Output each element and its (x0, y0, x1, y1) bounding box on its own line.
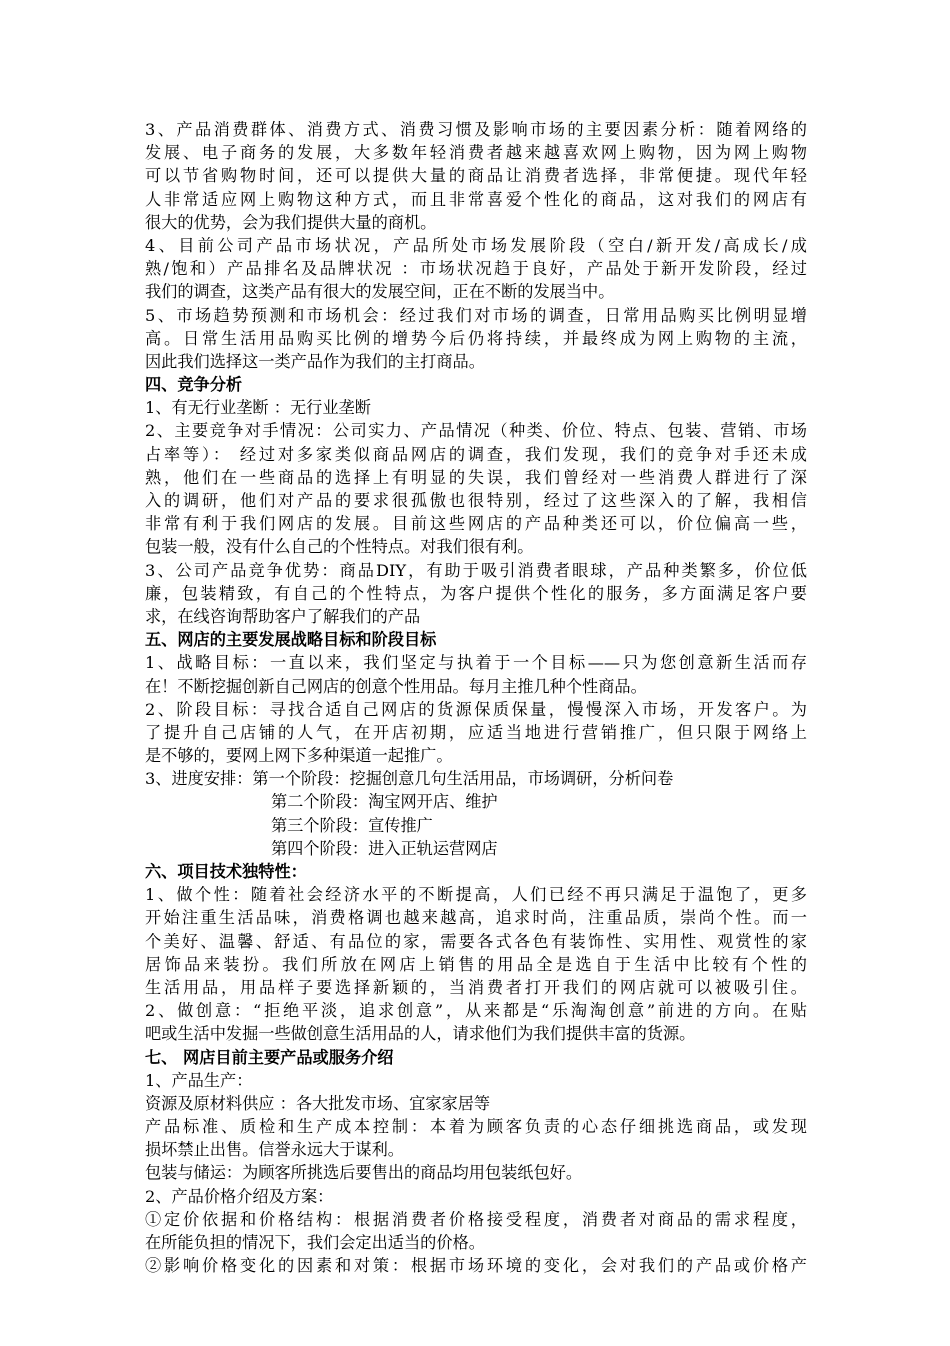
text-line: 求，在线咨询帮助客户了解我们的产品 (145, 606, 421, 626)
text-line: 3、进度安排：第一个阶段：挖掘创意几句生活用品，市场调研，分析问卷 (145, 769, 674, 789)
text-line: 人非常适应网上购物这种方式，而且非常喜爱个性化的商品，这对我们的网店有 (145, 189, 807, 209)
text-line: 占率等）： 经过对多家类似商品网店的调查，我们发现，我们的竞争对手还未成 (145, 444, 807, 464)
text-line: 1、战略目标：一直以来，我们坚定与执着于一个目标——只为您创意新生活而存 (145, 653, 807, 673)
text-line: 廉，包装精致，有自己的个性特点，为客户提供个性化的服务，多方面满足客户要 (145, 583, 807, 603)
text-line: 居饰品来装扮。我们所放在网店上销售的用品全是选自于生活中比较有个性的 (145, 954, 807, 974)
schedule-item: 第三个阶段：宣传推广 (271, 815, 433, 835)
text-line: 开始注重生活品味，消费格调也越来越高，追求时尚，注重品质，崇尚个性。而一 (145, 908, 807, 928)
text-line: 2、主要竞争对手情况：公司实力、产品情况（种类、价位、特点、包装、营销、市场 (145, 421, 807, 441)
text-line: 非常有利于我们网店的发展。目前这些网店的产品种类还可以，价位偏高一些， (145, 514, 807, 534)
section-heading: 四、竞争分析 (145, 375, 243, 395)
text-line: 很大的优势，会为我们提供大量的商机。 (145, 212, 437, 232)
text-line: 高。日常生活用品购买比例的增势今后仍将持续，并最终成为网上购物的主流， (145, 328, 807, 348)
text-line: ②影响价格变化的因素和对策：根据市场环境的变化，会对我们的产品或价格产 (145, 1256, 807, 1276)
text-line: 生活用品，用品样子要选择新颖的，当消费者打开我们的网店就可以被吸引住。 (145, 977, 807, 997)
schedule-item: 第四个阶段：进入正轨运营网店 (271, 838, 498, 858)
text-line: 熟/饱和）产品排名及品牌状况 ：市场状况趋于良好，产品处于新开发阶段，经过 (145, 259, 807, 279)
text-line: ①定价依据和价格结构：根据消费者价格接受程度，消费者对商品的需求程度， (145, 1209, 807, 1229)
text-line: 个美好、温馨、舒适、有品位的家，需要各式各色有装饰性、实用性、观赏性的家 (145, 931, 807, 951)
schedule-item: 第二个阶段：淘宝网开店、维护 (271, 792, 498, 812)
text-line: 损坏禁止出售。信誉永远大于谋利。 (145, 1140, 404, 1160)
text-line: 可以节省购物时间，还可以提供大量的商品让消费者选择，非常便捷。现代年轻 (145, 166, 807, 186)
text-line: 入的调研，他们对产品的要求很孤傲也很特别，经过了这些深入的了解，我相信 (145, 491, 807, 510)
text-line: 熟，他们在一些商品的选择上有明显的失误，我们曾经对一些消费人群进行了深 (145, 467, 807, 487)
text-line: 3、公司产品竞争优势：商品DIY，有助于吸引消费者眼球，产品种类繁多，价位低 (145, 560, 807, 580)
text-line: 3、产品消费群体、消费方式、消费习惯及影响市场的主要因素分析：随着网络的 (145, 120, 807, 139)
text-line: 在所能负担的情况下，我们会定出适当的价格。 (145, 1233, 485, 1252)
text-line: 在！不断挖掘创新自己网店的创意个性用品。每月主推几种个性商品。 (145, 676, 647, 696)
text-line: 包装一般，没有什么自己的个性特点。对我们很有利。 (145, 537, 534, 557)
text-line: 是不够的，要网上网下多种渠道一起推广。 (145, 746, 453, 766)
text-line: 发展、电子商务的发展，大多数年轻消费者越来越喜欢网上购物，因为网上购物 (145, 143, 807, 163)
text-line: 我们的调查，这类产品有很大的发展空间，正在不断的发展当中。 (145, 282, 615, 302)
text-line: 1、做个性：随着社会经济水平的不断提高，人们已经不再只满足于温饱了，更多 (145, 885, 807, 905)
document-body (145, 118, 807, 1277)
text-line: 包装与储运：为顾客所挑选后要售出的商品均用包装纸包好。 (145, 1163, 583, 1183)
text-line: 2、做创意：“拒绝平淡，追求创意”，从来都是“乐淘淘创意”前进的方向。在贴 (145, 1001, 807, 1021)
text-line: 5、市场趋势预测和市场机会：经过我们对市场的调查，日常用品购买比例明显增 (145, 305, 807, 325)
section-heading: 五、网店的主要发展战略目标和阶段目标 (145, 630, 437, 650)
text-line: 因此我们选择这一类产品作为我们的主打商品。 (145, 351, 485, 371)
text-line: 2、产品价格介绍及方案： (145, 1186, 334, 1206)
text-line: 吧或生活中发掘一些做创意生活用品的人，请求他们为我们提供丰富的货源。 (145, 1024, 696, 1044)
section-heading: 七、 网店目前主要产品或服务介绍 (145, 1047, 394, 1067)
text-line: 2、阶段目标：寻找合适自己网店的货源保质保量，慢慢深入市场，开发客户。为 (145, 699, 807, 719)
text-line: 1、有无行业垄断 ：无行业垄断 (145, 398, 371, 418)
text-line: 资源及原材料供应 ：各大批发市场、宜家家居等 (145, 1093, 491, 1113)
text-line: 1、产品生产： (145, 1070, 253, 1090)
section-heading: 六、项目技术独特性： (145, 862, 307, 881)
text-line: 了提升自己店铺的人气，在开店初期，应适当地进行营销推广，但只限于网络上 (145, 722, 807, 742)
text-line: 产品标准、质检和生产成本控制：本着为顾客负责的心态仔细挑选商品，或发现 (145, 1117, 807, 1137)
text-line: 4、目前公司产品市场状况，产品所处市场发展阶段（空白/新开发/高成长/成 (145, 235, 807, 255)
